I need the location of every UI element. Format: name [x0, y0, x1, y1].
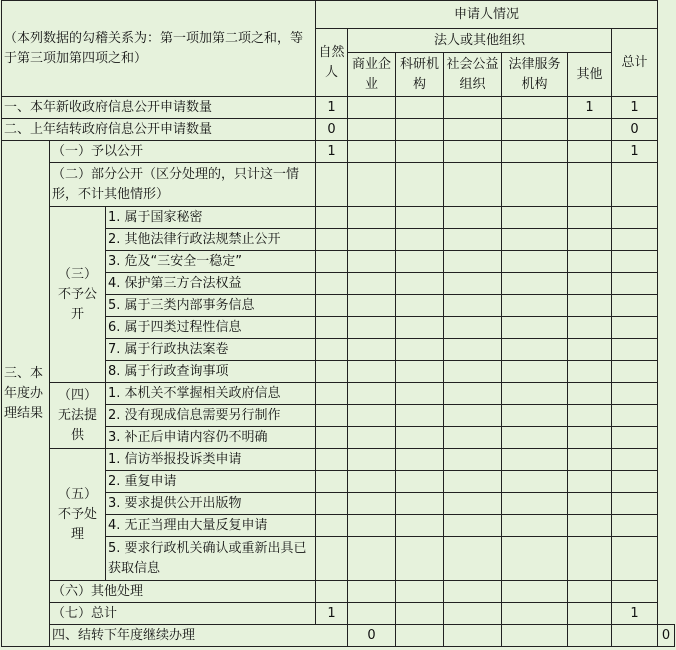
item-label: 4. 无正当理由大量反复申请	[106, 515, 316, 537]
item-label: 2. 其他法律行政法规禁止公开	[106, 229, 316, 251]
item-label: 6. 属于四类过程性信息	[106, 317, 316, 339]
row-subtotal-label: （七）总计	[50, 603, 316, 625]
row-carryover-label: 二、上年结转政府信息公开申请数量	[2, 119, 316, 141]
cell-value: 1	[316, 141, 348, 163]
row-other-handling-label: （六）其他处理	[50, 581, 316, 603]
item-label: 4. 保护第三方合法权益	[106, 273, 316, 295]
group-results-label: 三、本年度办理结果	[2, 141, 50, 647]
table-row	[2, 625, 675, 647]
table-row	[2, 141, 675, 163]
item-label: 8. 属于行政查询事项	[106, 361, 316, 383]
cell-value: 0	[348, 625, 396, 647]
item-label: 1. 本机关不掌握相关政府信息	[106, 383, 316, 405]
row-new-requests-label: 一、本年新收政府信息公开申请数量	[2, 97, 316, 119]
table-row	[2, 97, 675, 119]
table-row	[2, 207, 675, 229]
cell-value: 0	[316, 119, 348, 141]
header-applicant: 申请人情况	[316, 1, 658, 29]
cell-value: 0	[612, 119, 658, 141]
item-label: 7. 属于行政执法案卷	[106, 339, 316, 361]
cell-value: 1	[316, 603, 348, 625]
item-label: 3. 危及“三安全一稳定”	[106, 251, 316, 273]
table-row	[2, 603, 675, 625]
cell-value: 1	[568, 97, 612, 119]
header-business: 商业企业	[348, 53, 396, 97]
item-label: 3. 补正后申请内容仍不明确	[106, 427, 316, 449]
table-row	[2, 163, 675, 207]
item-label: 1. 属于国家秘密	[106, 207, 316, 229]
header-note: （本列数据的勾稽关系为：第一项加第二项之和，等于第三项加第四项之和）	[2, 1, 316, 97]
cell-value: 1	[316, 97, 348, 119]
item-label: 1. 信访举报投诉类申请	[106, 449, 316, 471]
item-label: 2. 重复申请	[106, 471, 316, 493]
header-research: 科研机构	[396, 53, 444, 97]
row-carry-forward-label: 四、结转下年度继续办理	[50, 625, 348, 647]
row-public-label: （一）予以公开	[50, 141, 316, 163]
table-row	[2, 383, 675, 405]
item-label: 2. 没有现成信息需要另行制作	[106, 405, 316, 427]
header-social: 社会公益组织	[444, 53, 502, 97]
table-row	[2, 449, 675, 471]
cell-value: 0	[658, 625, 675, 647]
cell-value: 1	[612, 603, 658, 625]
item-label: 3. 要求提供公开出版物	[106, 493, 316, 515]
header-total: 总计	[612, 29, 658, 97]
header-other: 其他	[568, 53, 612, 97]
row-partial-label: （二）部分公开（区分处理的，只计这一情形，不计其他情形）	[50, 163, 316, 207]
item-label: 5. 属于三类内部事务信息	[106, 295, 316, 317]
statistics-table	[1, 0, 675, 647]
item-label: 5. 要求行政机关确认或重新出具已获取信息	[106, 537, 316, 581]
header-natural: 自然人	[316, 29, 348, 97]
table-row	[2, 581, 675, 603]
cell-value: 1	[612, 97, 658, 119]
table-row	[2, 119, 675, 141]
subgroup-not-public-label: （三）不予公开	[50, 207, 106, 383]
header-law: 法律服务机构	[502, 53, 568, 97]
subgroup-not-processed-label: （五）不予处理	[50, 449, 106, 581]
subgroup-cannot-provide-label: （四）无法提供	[50, 383, 106, 449]
cell-value: 1	[612, 141, 658, 163]
header-legal-group: 法人或其他组织	[348, 29, 612, 53]
